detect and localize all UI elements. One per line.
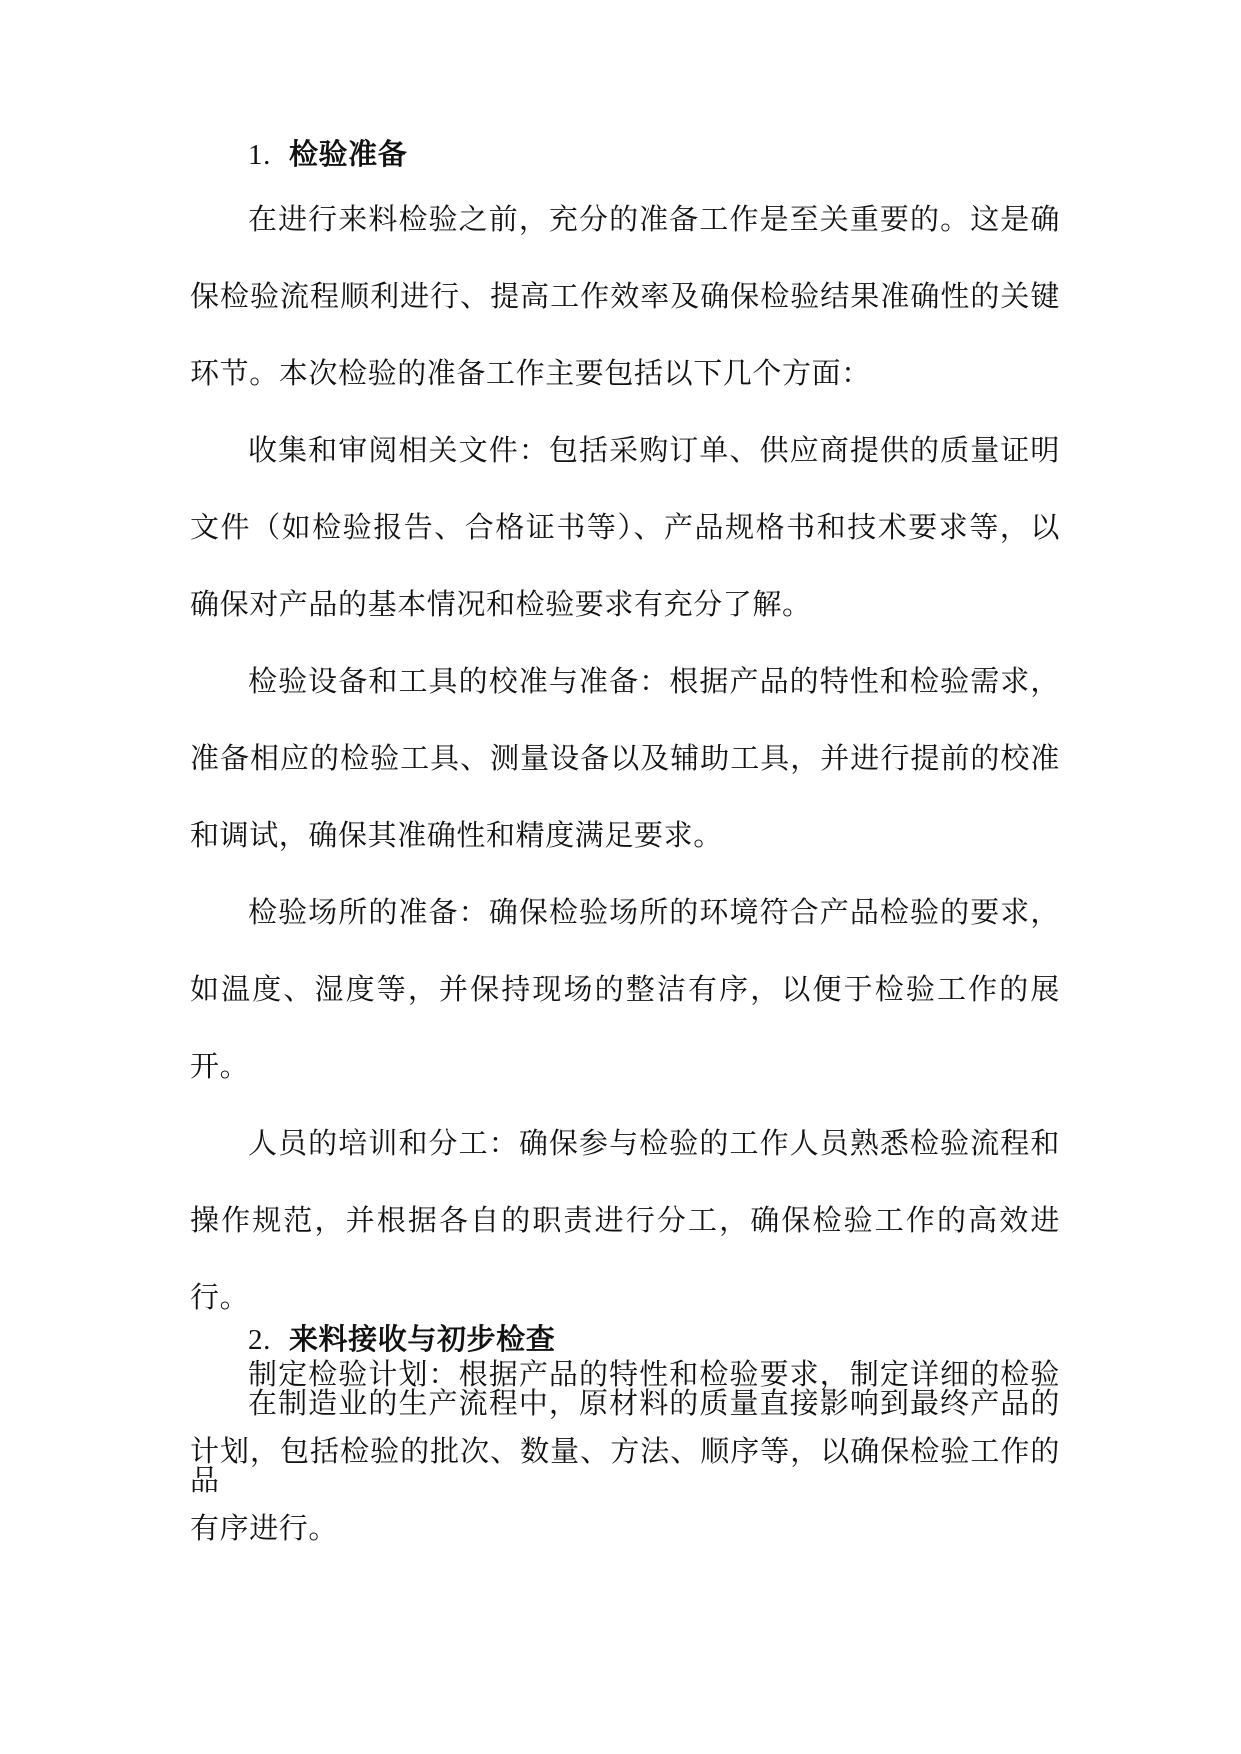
- section-1-title: 检验准备: [288, 137, 408, 171]
- section-2-body: [190, 1365, 1060, 1519]
- paragraph: 在进行来料检验之前，充分的准备工作是至关重要的。这是确保检验流程顺利进行、提高工作效率及确保检验结果准确性的关键环节。本次检验的准备工作主要包括以下几个方面：: [190, 202, 1060, 390]
- section-2-heading: [248, 1319, 555, 1360]
- section-1-number: 1.: [248, 139, 271, 171]
- section-2-title: 来料接收与初步检查: [288, 1322, 556, 1356]
- section-2-number: 2.: [248, 1324, 271, 1356]
- paragraph: 在制造业的生产流程中，原材料的质量直接影响到最终产品的品: [190, 1386, 1060, 1497]
- paragraph: 检验场所的准备：确保检验场所的环境符合产品检验的要求，如温度、湿度等，并保持现场的整洁有序，以便于检验工作的展开。: [190, 895, 1060, 1083]
- paragraph: 收集和审阅相关文件：包括采购订单、供应商提供的质量证明文件（如检验报告、合格证书等）、产品规格书和技术要求等，以确保对产品的基本情况和检验要求有充分了解。: [190, 433, 1060, 621]
- section-1-heading: [248, 134, 407, 175]
- paragraph: 检验设备和工具的校准与准备：根据产品的特性和检验需求，准备相应的检验工具、测量设备以及辅助工具，并进行提前的校准和调试，确保其准确性和精度满足要求。: [190, 664, 1060, 852]
- paragraph: 人员的培训和分工：确保参与检验的工作人员熟悉检验流程和操作规范，并根据各自的职责进行分工，确保检验工作的高效进行。: [190, 1126, 1060, 1314]
- paragraph: 制定检验计划：根据产品的特性和检验要求，制定详细的检验计划，包括检验的批次、数量、方法、顺序等，以确保检验工作的有序进行。: [190, 1357, 1060, 1545]
